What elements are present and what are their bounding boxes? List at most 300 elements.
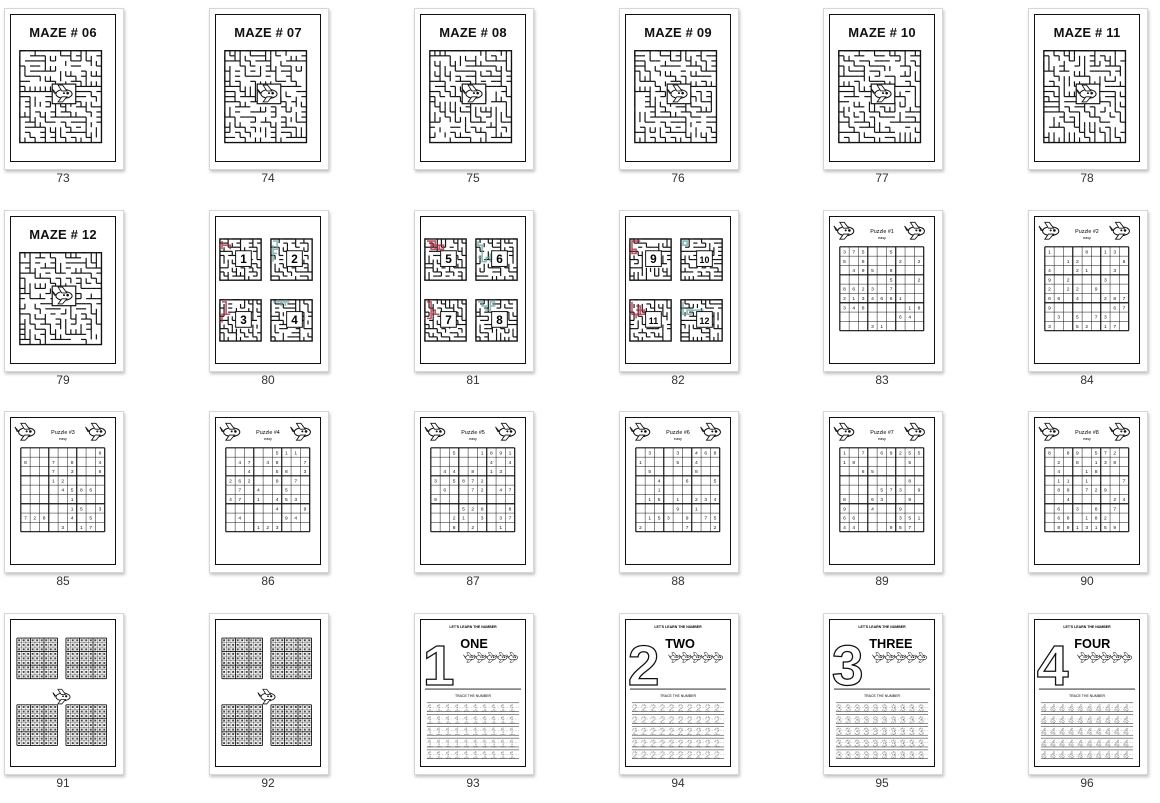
svg-text:6: 6: [843, 516, 846, 522]
trace-digit: 1: [472, 703, 479, 715]
trace-digit: 4: [1041, 715, 1047, 727]
svg-text:7: 7: [1104, 451, 1107, 457]
svg-text:3: 3: [1104, 278, 1107, 284]
page-thumbnail[interactable]: [414, 411, 532, 601]
trace-digit: 3: [836, 715, 842, 727]
trace-digit: 4: [1086, 750, 1093, 762]
page-thumbnail[interactable]: [209, 411, 327, 601]
trace-digit: 3: [899, 703, 906, 715]
maze-number-label: [492, 251, 508, 267]
page-thumbnail[interactable]: [209, 8, 327, 198]
svg-text:9: 9: [1048, 306, 1051, 312]
maze-solutions-drawing: [421, 217, 525, 363]
svg-text:5: 5: [1076, 325, 1079, 331]
svg-text:1: 1: [1057, 479, 1061, 485]
trace-digit: 4: [1041, 703, 1047, 715]
trace-digit: 4: [1114, 750, 1120, 762]
maze-number-label: [492, 312, 508, 328]
svg-text:3: 3: [648, 451, 652, 457]
page-preview[interactable]: [619, 613, 739, 775]
page-preview[interactable]: [1028, 8, 1148, 170]
svg-text:2: 2: [33, 516, 37, 522]
svg-text:5: 5: [1104, 526, 1107, 532]
trace-digit: 4: [1104, 738, 1111, 750]
puzzle-difficulty: easy: [469, 436, 477, 441]
trace-digit: 4: [1077, 750, 1084, 762]
svg-text:2: 2: [247, 479, 251, 485]
svg-text:4: 4: [871, 507, 874, 513]
trace-digit: 3: [845, 703, 851, 715]
trace-digit: 1: [500, 715, 506, 727]
svg-text:1: 1: [1085, 479, 1089, 485]
trace-digit: 2: [705, 750, 711, 762]
page-number-label: 88: [671, 574, 685, 588]
maze-title: MAZE # 09: [644, 25, 712, 40]
trace-digit: 1: [500, 750, 506, 762]
page-preview[interactable]: [823, 613, 943, 775]
page-preview[interactable]: [4, 613, 124, 775]
svg-text:4: 4: [695, 460, 698, 466]
trace-digit: 2: [668, 703, 675, 715]
page-preview[interactable]: [209, 613, 329, 775]
svg-text:9: 9: [676, 507, 680, 513]
svg-text:1: 1: [676, 498, 680, 504]
svg-text:5: 5: [889, 250, 893, 256]
svg-text:5: 5: [89, 516, 93, 522]
airplane-icon: [1110, 653, 1121, 662]
airplane-icon: [834, 423, 854, 440]
svg-text:6: 6: [704, 451, 708, 457]
svg-text:7: 7: [1122, 479, 1126, 485]
trace-digit: 2: [668, 715, 675, 727]
trace-digit: 1: [509, 703, 515, 715]
maze-drawing: [11, 15, 115, 161]
trace-digit: 1: [490, 727, 497, 739]
svg-text:9: 9: [434, 498, 437, 504]
page-thumbnail[interactable]: [619, 613, 737, 803]
svg-text:1: 1: [294, 451, 298, 457]
trace-digit: 2: [650, 703, 656, 715]
svg-text:4: 4: [1066, 498, 1070, 504]
page-thumbnail[interactable]: [209, 210, 327, 400]
svg-text:5: 5: [452, 451, 456, 457]
svg-text:5: 5: [871, 470, 874, 476]
trace-digit: 3: [854, 738, 860, 750]
svg-text:8: 8: [1066, 451, 1070, 457]
page-thumbnail[interactable]: [1028, 411, 1146, 601]
trace-digit: 4: [1041, 750, 1047, 762]
airplane-icon: [701, 423, 721, 440]
trace-digit: 3: [890, 738, 897, 750]
svg-text:3: 3: [667, 516, 670, 522]
trace-digit: 3: [881, 750, 888, 762]
page-thumbnail[interactable]: [4, 411, 122, 601]
maze-number-text: 9: [650, 253, 657, 267]
svg-text:7: 7: [889, 488, 893, 494]
trace-digit: 3: [863, 738, 869, 750]
svg-text:8: 8: [1057, 488, 1061, 494]
page-thumbnail[interactable]: [4, 210, 122, 400]
svg-text:4: 4: [852, 306, 856, 312]
maze-title: MAZE # 07: [234, 25, 302, 40]
svg-text:7: 7: [238, 498, 242, 504]
page-thumbnail[interactable]: [823, 8, 941, 198]
svg-text:9: 9: [303, 507, 307, 513]
svg-text:1: 1: [499, 526, 503, 532]
page-thumbnail[interactable]: [1028, 210, 1146, 400]
page-thumbnail[interactable]: [414, 210, 532, 400]
sudoku-drawing: [830, 217, 934, 363]
page-preview[interactable]: [209, 411, 329, 573]
svg-text:7: 7: [52, 460, 55, 466]
svg-text:5: 5: [285, 498, 288, 504]
svg-text:1: 1: [52, 479, 55, 485]
svg-text:8: 8: [285, 470, 288, 476]
page-number-label: 78: [1080, 171, 1094, 185]
svg-text:8: 8: [861, 306, 865, 312]
page-number-label: 89: [875, 574, 889, 588]
svg-text:2: 2: [1085, 325, 1089, 331]
svg-text:4: 4: [1122, 498, 1126, 504]
svg-text:9: 9: [1076, 451, 1079, 457]
svg-text:3: 3: [1113, 269, 1117, 275]
svg-text:4: 4: [266, 460, 270, 466]
trace-digit: 3: [890, 715, 897, 727]
page-number-label: 76: [671, 171, 685, 185]
svg-text:1: 1: [648, 516, 652, 522]
trace-digit: 2: [650, 727, 656, 739]
maze-number-text: 10: [699, 255, 710, 266]
trace-digit: 1: [500, 703, 506, 715]
trace-digit: 3: [836, 738, 842, 750]
trace-digit: 4: [1077, 715, 1084, 727]
page-preview[interactable]: [4, 411, 124, 573]
svg-text:1: 1: [1066, 259, 1070, 265]
svg-text:9: 9: [908, 498, 912, 504]
svg-text:1: 1: [70, 507, 74, 513]
svg-text:7: 7: [852, 250, 856, 256]
puzzle-difficulty: easy: [674, 436, 682, 441]
svg-text:8: 8: [1085, 250, 1089, 256]
svg-text:3: 3: [1048, 325, 1051, 331]
svg-text:2: 2: [452, 516, 456, 522]
svg-text:5: 5: [452, 479, 456, 485]
svg-text:2: 2: [861, 287, 865, 293]
page-thumbnail[interactable]: [619, 8, 737, 198]
big-digit: 4: [1036, 634, 1069, 699]
number-word: TWO: [665, 635, 695, 651]
svg-text:8: 8: [889, 269, 893, 275]
svg-text:1: 1: [257, 526, 260, 532]
svg-text:1: 1: [1104, 325, 1107, 331]
svg-text:2: 2: [1066, 278, 1070, 284]
trace-digit: 2: [641, 703, 647, 715]
page-preview[interactable]: [414, 210, 534, 372]
page-preview[interactable]: [619, 8, 739, 170]
page-number-label: 73: [56, 171, 70, 185]
svg-text:2: 2: [1094, 488, 1098, 494]
page-number-label: 85: [56, 574, 70, 588]
svg-text:4: 4: [443, 470, 447, 476]
airplane-icon: [220, 423, 240, 440]
svg-text:8: 8: [1057, 526, 1061, 532]
svg-text:3: 3: [499, 516, 503, 522]
trace-digit: 1: [463, 703, 470, 715]
puzzle-title: Puzzle #7: [870, 430, 894, 437]
trace-digit: 4: [1104, 727, 1111, 739]
trace-digit: 1: [454, 715, 460, 727]
page-preview[interactable]: [4, 8, 124, 170]
svg-text:8: 8: [852, 460, 856, 466]
page-thumbnail[interactable]: [414, 8, 532, 198]
maze-drawing: [421, 15, 525, 161]
svg-text:1: 1: [1094, 460, 1098, 466]
trace-digit: 3: [872, 703, 879, 715]
page-preview[interactable]: [619, 411, 739, 573]
trace-digit: 4: [1068, 715, 1074, 727]
trace-digit: 2: [632, 727, 638, 739]
page-thumbnail[interactable]: [1028, 8, 1146, 198]
trace-digit: 1: [472, 727, 479, 739]
page-number-label: 91: [56, 776, 70, 790]
svg-text:4: 4: [1076, 297, 1079, 303]
page-thumbnail[interactable]: [823, 411, 941, 601]
airplane-icon: [507, 653, 518, 662]
svg-text:7: 7: [1122, 297, 1126, 303]
svg-text:8: 8: [471, 470, 475, 476]
page-preview[interactable]: [4, 210, 124, 372]
page-content: [625, 417, 731, 565]
trace-digit: 4: [1059, 703, 1065, 715]
svg-text:1: 1: [1085, 516, 1089, 522]
page-preview[interactable]: [823, 8, 943, 170]
page-thumbnail[interactable]: [1028, 613, 1146, 803]
page-content: [829, 216, 935, 364]
svg-text:9: 9: [889, 526, 893, 532]
svg-text:4: 4: [275, 507, 279, 513]
sudoku-drawing: [216, 418, 320, 564]
svg-text:4: 4: [247, 470, 251, 476]
svg-text:7: 7: [303, 460, 307, 466]
trace-digit: 3: [863, 703, 869, 715]
page-number-label: 95: [875, 776, 889, 790]
maze-title: MAZE # 12: [29, 227, 97, 242]
page-preview[interactable]: [209, 210, 329, 372]
svg-text:2: 2: [1048, 287, 1051, 293]
number-worksheet-drawing: [1035, 620, 1139, 766]
svg-text:8: 8: [490, 451, 493, 457]
trace-digit: 4: [1095, 738, 1102, 750]
svg-text:4: 4: [294, 516, 298, 522]
airplane-icon: [1121, 653, 1132, 662]
trace-digit: 1: [436, 727, 442, 739]
svg-text:7: 7: [1122, 306, 1126, 312]
svg-text:1: 1: [462, 516, 465, 522]
page-content: [10, 216, 116, 364]
svg-text:4: 4: [70, 516, 74, 522]
svg-text:6: 6: [1048, 297, 1051, 303]
page-thumbnail[interactable]: [823, 210, 941, 400]
maze-number-text: 3: [240, 313, 247, 327]
svg-text:5: 5: [676, 460, 680, 466]
svg-text:6: 6: [98, 470, 102, 476]
svg-text:8: 8: [908, 479, 912, 485]
maze-number-text: 1: [240, 253, 247, 267]
svg-text:5: 5: [275, 470, 279, 476]
svg-text:1: 1: [1076, 526, 1079, 532]
trace-digit: 2: [659, 750, 665, 762]
svg-text:4: 4: [238, 516, 242, 522]
page-preview[interactable]: [414, 613, 534, 775]
svg-text:7: 7: [508, 516, 512, 522]
svg-text:6: 6: [89, 488, 93, 494]
svg-text:6: 6: [1122, 259, 1126, 265]
page-content: [420, 417, 526, 565]
trace-digit: 1: [445, 750, 451, 762]
page-content: [625, 619, 731, 767]
maze-number-label: [697, 312, 713, 328]
svg-text:2: 2: [639, 526, 642, 532]
trace-digit: 3: [845, 738, 851, 750]
svg-text:7: 7: [908, 526, 912, 532]
page-preview[interactable]: [1028, 210, 1148, 372]
svg-text:8: 8: [452, 526, 456, 532]
trace-digit: 1: [436, 738, 442, 750]
svg-text:6: 6: [861, 470, 865, 476]
page-thumbnail[interactable]: [4, 8, 122, 198]
page-preview[interactable]: [823, 411, 943, 573]
page-number-label: 75: [466, 171, 480, 185]
airplane-icon: [679, 653, 690, 662]
maze-drawing: [1035, 15, 1139, 161]
sudoku-drawing: [626, 418, 730, 564]
svg-text:8: 8: [1066, 516, 1070, 522]
svg-text:1: 1: [1085, 269, 1089, 275]
page-preview[interactable]: [823, 210, 943, 372]
svg-text:7: 7: [1094, 315, 1098, 321]
svg-text:2: 2: [843, 297, 846, 303]
svg-text:6: 6: [685, 479, 689, 485]
maze-number-text: 6: [496, 253, 503, 267]
trace-digit: 3: [836, 727, 842, 739]
svg-text:1: 1: [917, 516, 921, 522]
page-preview[interactable]: [619, 210, 739, 372]
page-thumbnail[interactable]: [414, 613, 532, 803]
page-preview[interactable]: [209, 8, 329, 170]
page-thumbnail[interactable]: [823, 613, 941, 803]
worksheet-header: LET'S LEARN THE NUMBER: [1063, 625, 1111, 630]
trace-digit: 2: [695, 703, 702, 715]
trace-digit: 1: [490, 738, 497, 750]
trace-digit: 1: [445, 738, 451, 750]
svg-text:5: 5: [889, 278, 893, 284]
puzzle-title: Puzzle #5: [461, 430, 485, 437]
number-word: FOUR: [1074, 635, 1111, 651]
trace-digit: 1: [490, 715, 497, 727]
big-digit: 1: [422, 634, 455, 699]
page-content: [829, 619, 935, 767]
svg-text:8: 8: [1076, 460, 1079, 466]
svg-text:4: 4: [852, 269, 856, 275]
svg-text:7: 7: [471, 479, 475, 485]
svg-text:9: 9: [1048, 278, 1051, 284]
page-preview[interactable]: [414, 8, 534, 170]
maze-number-text: 12: [699, 315, 710, 326]
number-word: ONE: [460, 635, 488, 651]
trace-digit: 3: [909, 727, 915, 739]
trace-digit: 4: [1077, 703, 1084, 715]
svg-text:4: 4: [713, 498, 717, 504]
svg-text:5: 5: [843, 259, 846, 265]
trace-digit: 1: [509, 738, 515, 750]
svg-text:3: 3: [843, 250, 846, 256]
maze-number-label: [236, 312, 252, 328]
page-preview[interactable]: [1028, 613, 1148, 775]
page-thumbnail[interactable]: [619, 411, 737, 601]
svg-text:4: 4: [490, 460, 493, 466]
svg-text:3: 3: [1076, 507, 1079, 513]
svg-text:1: 1: [1048, 250, 1051, 256]
puzzle-title: Puzzle #6: [666, 430, 690, 437]
puzzle-difficulty: easy: [59, 436, 67, 441]
maze-drawing: [11, 217, 115, 363]
trace-instruction: TRACE THE NUMBER: [863, 693, 901, 698]
svg-text:8: 8: [917, 306, 921, 312]
svg-text:9: 9: [899, 507, 902, 513]
svg-text:7: 7: [1113, 507, 1117, 513]
svg-text:3: 3: [434, 479, 437, 485]
puzzle-title: Puzzle #2: [1075, 229, 1099, 236]
maze-number-text: 8: [496, 313, 503, 327]
maze-drawing: [830, 15, 934, 161]
page-number-label: 86: [261, 574, 275, 588]
page-thumbnail[interactable]: [619, 210, 737, 400]
number-worksheet-drawing: [421, 620, 525, 766]
svg-text:7: 7: [1085, 488, 1089, 494]
svg-text:4: 4: [843, 526, 846, 532]
trace-digit: 4: [1086, 715, 1093, 727]
trace-digit: 1: [509, 750, 515, 762]
trace-digit: 3: [918, 727, 924, 739]
maze-number-text: 7: [445, 313, 452, 327]
svg-text:5: 5: [861, 250, 865, 256]
svg-text:5: 5: [713, 479, 717, 485]
svg-text:1: 1: [80, 526, 83, 532]
svg-text:9: 9: [843, 507, 846, 513]
page-preview[interactable]: [414, 411, 534, 573]
page-preview[interactable]: [1028, 411, 1148, 573]
svg-text:6: 6: [899, 315, 902, 321]
airplane-icon: [701, 653, 712, 662]
svg-text:5: 5: [657, 498, 661, 504]
trace-digit: 2: [686, 727, 693, 739]
trace-digit: 4: [1114, 738, 1120, 750]
svg-text:9: 9: [1094, 287, 1098, 293]
trace-digit: 3: [909, 703, 915, 715]
page-thumbnail[interactable]: [209, 613, 327, 803]
svg-text:3: 3: [1057, 315, 1061, 321]
airplane-icon: [258, 689, 275, 704]
page-content: [215, 417, 321, 565]
svg-text:1: 1: [1085, 470, 1089, 476]
svg-text:8: 8: [42, 516, 46, 522]
svg-text:3: 3: [499, 470, 503, 476]
maze-number-label: [287, 251, 303, 267]
trace-digit: 4: [1114, 727, 1120, 739]
svg-text:1: 1: [490, 470, 493, 476]
page-thumbnail[interactable]: [4, 613, 122, 803]
trace-digit: 1: [472, 715, 479, 727]
